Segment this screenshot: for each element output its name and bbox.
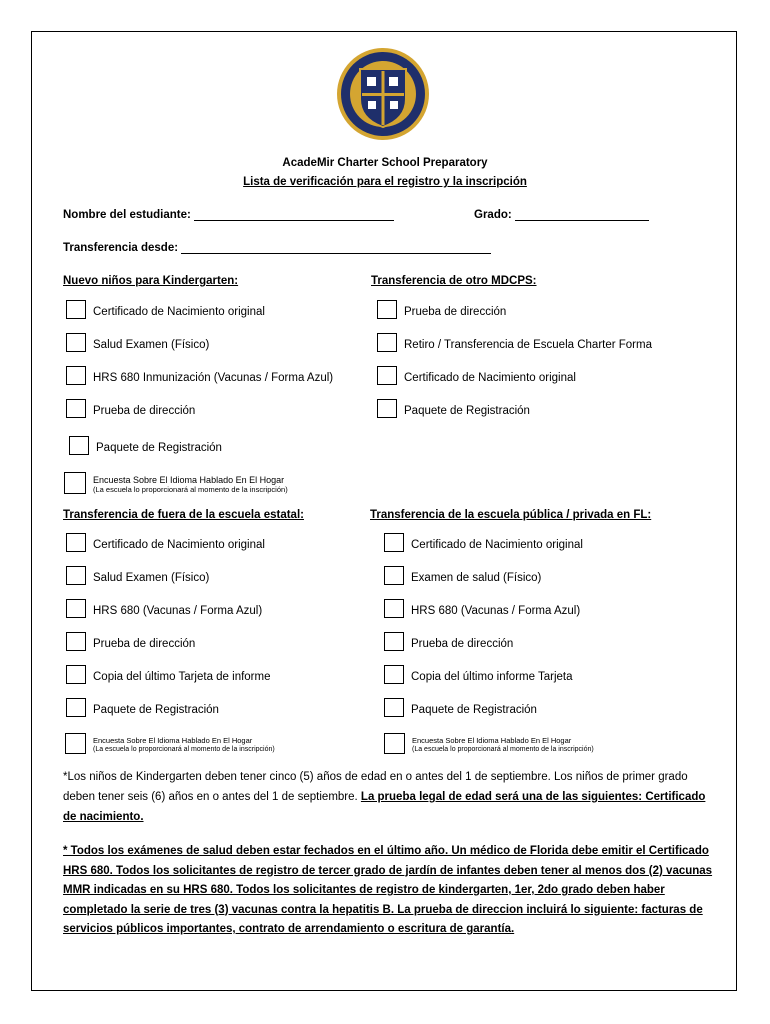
checkbox[interactable] [66,300,86,319]
checkbox[interactable] [384,566,404,585]
checklist-item[interactable]: Certificado de Nacimiento original [66,300,265,319]
checklist-item[interactable]: Examen de salud (Físico) [384,566,541,585]
checklist-item[interactable]: Paquete de Registración [66,698,219,717]
checkbox[interactable] [384,665,404,684]
checkbox[interactable] [64,472,86,494]
checklist-item[interactable]: Salud Examen (Físico) [66,566,209,585]
transfer-from-field[interactable]: Transferencia desde: [63,241,491,254]
checkbox[interactable] [66,632,86,651]
checkbox[interactable] [66,533,86,552]
checkbox[interactable] [384,632,404,651]
checklist-item[interactable]: Copia del último Tarjeta de informe [66,665,271,684]
language-survey-item[interactable]: Encuesta Sobre El Idioma Hablado En El Hogar (La escuela lo proporcionará al momento de la inscripción) [65,733,275,754]
checklist-item[interactable]: Paquete de Registración [384,698,537,717]
checkbox[interactable] [66,599,86,618]
form-title: Lista de verificación para el registro y la inscripción [243,176,527,188]
language-survey-item[interactable]: Encuesta Sobre El Idioma Hablado En El Hogar (La escuela lo proporcionará al momento de la inscripción) [384,733,594,754]
grade-line[interactable] [515,208,649,221]
health-requirement-note: * Todos los exámenes de salud deben estar fechados en el último año. Un médico de Florida debe emitir el Certificado HRS 680. Todos los solicitantes de registro de tercer grado de jardín de infantes deben tener al menos dos (2) vacunas MMR indicadas en su HRS 680. Todos los solicitantes de registro de kindergarten, 1er, 2do grado deben haber completado la serie de tres (3) vacunas contra la hepatitis B. La prueba de direccion incluirá lo siguiente: facturas de servicios públicos importantes, contrato de arrendamiento o escritura de garantía. [63,845,713,935]
school-name: AcadeMir Charter School Preparatory [282,157,488,169]
age-requirement-note: *Los niños de Kindergarten deben tener cinco (5) años de edad en o antes del 1 de septiembre. Los niños de primer grado deben tener seis (6) años en o antes del 1 de septiembre. La prueba legal de edad será una de las siguientes: Certificado de nacimiento. [63,771,706,823]
checkbox[interactable] [377,333,397,352]
checkbox[interactable] [66,366,86,385]
checkbox[interactable] [377,399,397,418]
checkbox[interactable] [66,333,86,352]
checkbox[interactable] [66,566,86,585]
checklist-item[interactable]: Prueba de dirección [66,632,195,651]
florida-heading: Transferencia de la escuela pública / privada en FL: [370,509,652,521]
checklist-item[interactable]: HRS 680 (Vacunas / Forma Azul) [384,599,580,618]
checkbox[interactable] [66,399,86,418]
checkbox[interactable] [377,366,397,385]
checkbox[interactable] [69,436,89,455]
checkbox[interactable] [377,300,397,319]
checkbox[interactable] [65,733,86,754]
checkbox[interactable] [384,733,405,754]
grade-field[interactable]: Grado: [474,208,649,221]
student-name-line[interactable] [194,208,394,221]
checkbox[interactable] [66,698,86,717]
checklist-item[interactable]: HRS 680 Inmunización (Vacunas / Forma Azul) [66,366,333,385]
checklist-item[interactable]: Paquete de Registración [377,399,530,418]
checklist-item[interactable]: Salud Examen (Físico) [66,333,209,352]
out-of-state-heading: Transferencia de fuera de la escuela estatal: [63,509,304,521]
checklist-item[interactable]: Retiro / Transferencia de Escuela Charter Forma [377,333,652,352]
checkbox[interactable] [384,533,404,552]
student-name-field[interactable]: Nombre del estudiante: [63,208,394,221]
checkbox[interactable] [384,698,404,717]
mdcps-heading: Transferencia de otro MDCPS: [371,275,537,287]
checklist-item[interactable]: HRS 680 (Vacunas / Forma Azul) [66,599,262,618]
school-crest-icon [336,47,430,141]
language-survey-item[interactable]: Encuesta Sobre El Idioma Hablado En El Hogar (La escuela lo proporcionará al momento de la inscripción) [64,472,288,494]
checklist-item[interactable]: Copia del último informe Tarjeta [384,665,573,684]
checklist-item[interactable]: Certificado de Nacimiento original [384,533,583,552]
checkbox[interactable] [66,665,86,684]
checklist-item[interactable]: Prueba de dirección [66,399,195,418]
checklist-item[interactable]: Paquete de Registración [69,436,222,455]
transfer-from-line[interactable] [181,241,491,254]
kindergarten-heading: Nuevo niños para Kindergarten: [63,275,239,287]
checklist-item[interactable]: Certificado de Nacimiento original [377,366,576,385]
checklist-item[interactable]: Certificado de Nacimiento original [66,533,265,552]
checklist-item[interactable]: Prueba de dirección [377,300,506,319]
checkbox[interactable] [384,599,404,618]
checklist-item[interactable]: Prueba de dirección [384,632,513,651]
